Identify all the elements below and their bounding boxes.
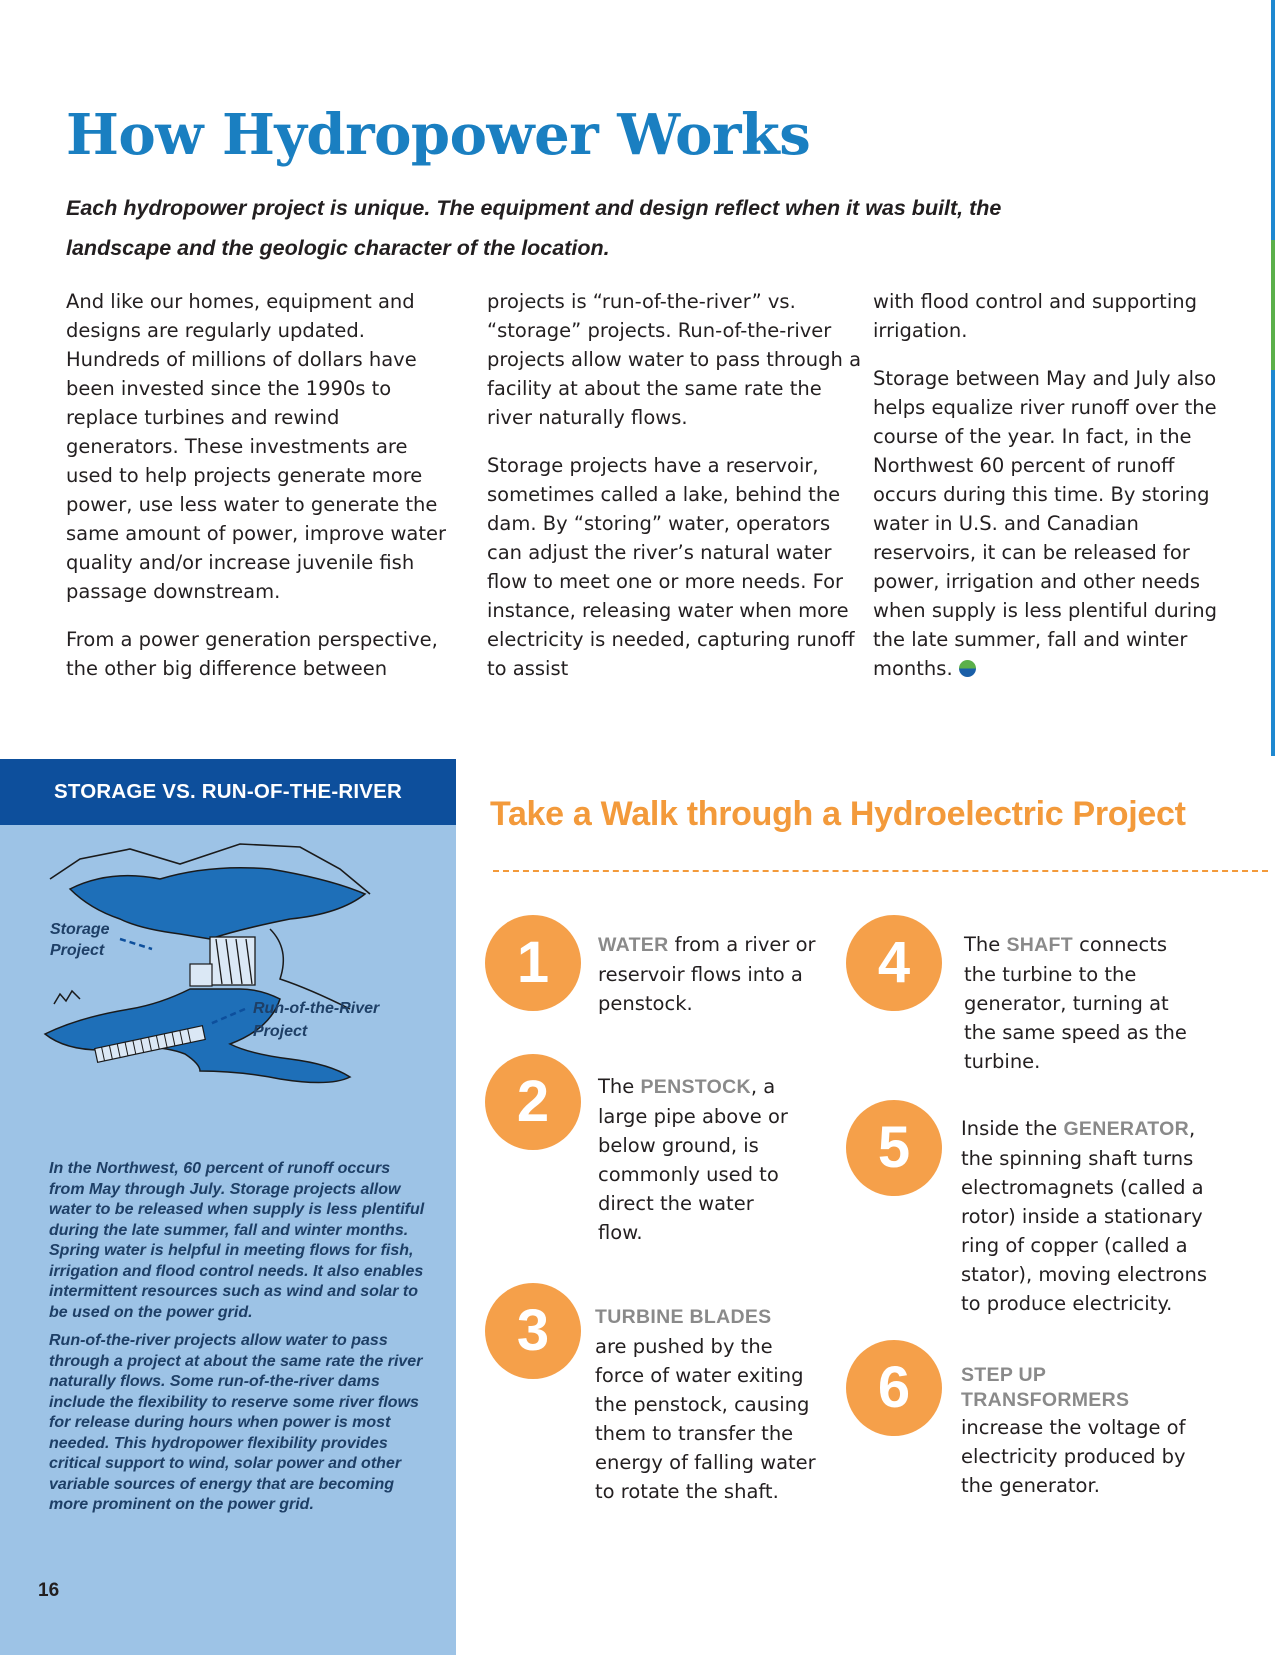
body-column-3 <box>873 287 1218 702</box>
step-number-badge: 1 <box>485 915 581 1011</box>
step-keyword: GENERATOR <box>1063 1118 1189 1140</box>
sidebar-paragraph: In the Northwest, 60 percent of runoff occurs from May through July. Storage projects allow water to be released when supply is less plentiful during the late summer, fall and winter months. Spring water is helpful in meeting flows for fish, irrigation and flood control needs. It also enables intermittent resources such as wind and solar to be used on the power grid. <box>49 1160 425 1321</box>
walkthrough-title: Take a Walk through a Hydroelectric Project <box>490 795 1186 833</box>
step-text-post: are pushed by the force of water exiting the penstock, causing them to transfer the energy of falling water to rotate the shaft. <box>595 1335 816 1503</box>
step-keyword: SHAFT <box>1006 934 1073 956</box>
step-number-badge: 4 <box>846 915 942 1011</box>
step-number-badge: 2 <box>485 1054 581 1150</box>
lede-paragraph: Each hydropower project is unique. The equipment and design reflect when it was built, the landscape and the geologic character of the location. <box>66 196 1002 260</box>
step-keyword: STEP UP TRANSFORMERS <box>961 1364 1130 1411</box>
step-text-post: , the spinning shaft turns electromagnets (called a rotor) inside a stationary ring of copper (called a stator), moving electrons to produce electricity. <box>961 1117 1207 1315</box>
body-paragraph: Storage projects have a reservoir, sometimes called a lake, behind the dam. By “storing” water, operators can adjust the river’s natural water flow to meet one or more needs. For instance, releasing water when more electricity is needed, capturing runoff to assist <box>487 454 855 680</box>
body-paragraph <box>873 364 1218 683</box>
body-paragraph: with flood control and supporting irrigation. <box>873 290 1197 342</box>
body-column-1 <box>66 287 456 702</box>
sidebar-paragraph: Run-of-the-river projects allow water to pass through a project at about the same rate the river naturally flows. Some run-of-the-river dams include the flexibility to reserve some river flows for release during hours when power is most needed. This hydropower flexibility provides critical support to wind, solar power and other variable sources of energy that are becoming more prominent on the power grid. <box>49 1332 423 1513</box>
step-text <box>961 1363 1206 1500</box>
step-text-post: increase the voltage of electricity produced by the generator. <box>961 1416 1186 1497</box>
sidebar-header: STORAGE VS. RUN-OF-THE-RIVER <box>0 759 456 825</box>
step-text <box>595 1303 825 1506</box>
step-number-badge: 6 <box>846 1340 942 1436</box>
dashed-divider <box>493 870 1268 872</box>
map-label-storage-line2: Project <box>50 942 105 959</box>
storage-dam-icon <box>190 937 255 986</box>
step-text <box>964 930 1204 1076</box>
map-label-ror-line1: Run-of-the-River <box>253 1000 380 1017</box>
step-keyword: PENSTOCK <box>640 1076 751 1098</box>
sidebar-text <box>49 1159 429 1524</box>
step-text-pre: The <box>598 1075 641 1098</box>
end-mark-icon <box>959 660 976 677</box>
river-map-illustration <box>40 839 380 1089</box>
body-paragraph: And like our homes, equipment and designs are regularly updated. Hundreds of millions of dollars have been invested since the 1990s to replace turbines and rewind generators. These investments are used to help projects generate more power, use less water to generate the same amount of power, improve water quality and/or increase juvenile fish passage downstream. <box>66 290 447 603</box>
page-title: How Hydropower Works <box>66 102 811 168</box>
page-edge-bar <box>1271 0 1275 756</box>
body-paragraph: projects is “run-of-the-river” vs. “storage” projects. Run-of-the-river projects allow water to pass through a facility at about the same rate the river naturally flows. <box>487 290 862 429</box>
body-column-2 <box>487 287 862 702</box>
step-text <box>598 1072 798 1247</box>
step-text <box>961 1114 1221 1318</box>
page-number: 16 <box>38 1580 60 1601</box>
step-text <box>598 930 838 1018</box>
map-label-ror-line2: Project <box>253 1023 308 1040</box>
body-paragraph: From a power generation perspective, the other big difference between <box>66 628 438 680</box>
step-keyword: TURBINE BLADES <box>595 1306 772 1328</box>
map-label-storage-line1: Storage <box>50 921 110 938</box>
step-text-post: connects the turbine to the generator, turning at the same speed as the turbine. <box>964 933 1187 1073</box>
step-number-badge: 5 <box>846 1100 942 1196</box>
step-text-pre: The <box>964 933 1007 956</box>
step-keyword: WATER <box>598 934 669 956</box>
body-paragraph-text: Storage between May and July also helps equalize river runoff over the course of the year. In fact, in the Northwest 60 percent of runoff occurs during this time. By storing water in U.S. and Canadian reservoirs, it can be released for power, irrigation and other needs when supply is less plentiful during the late summer, fall and winter months. <box>873 367 1217 680</box>
step-text-pre: Inside the <box>961 1117 1064 1140</box>
step-number-badge: 3 <box>485 1283 581 1379</box>
step-text-post: , a large pipe above or below ground, is commonly used to direct the water flow. <box>598 1075 788 1244</box>
step-text-post: from a river or reservoir flows into a penstock. <box>598 933 816 1015</box>
page-edge-bar-green <box>1271 240 1275 370</box>
